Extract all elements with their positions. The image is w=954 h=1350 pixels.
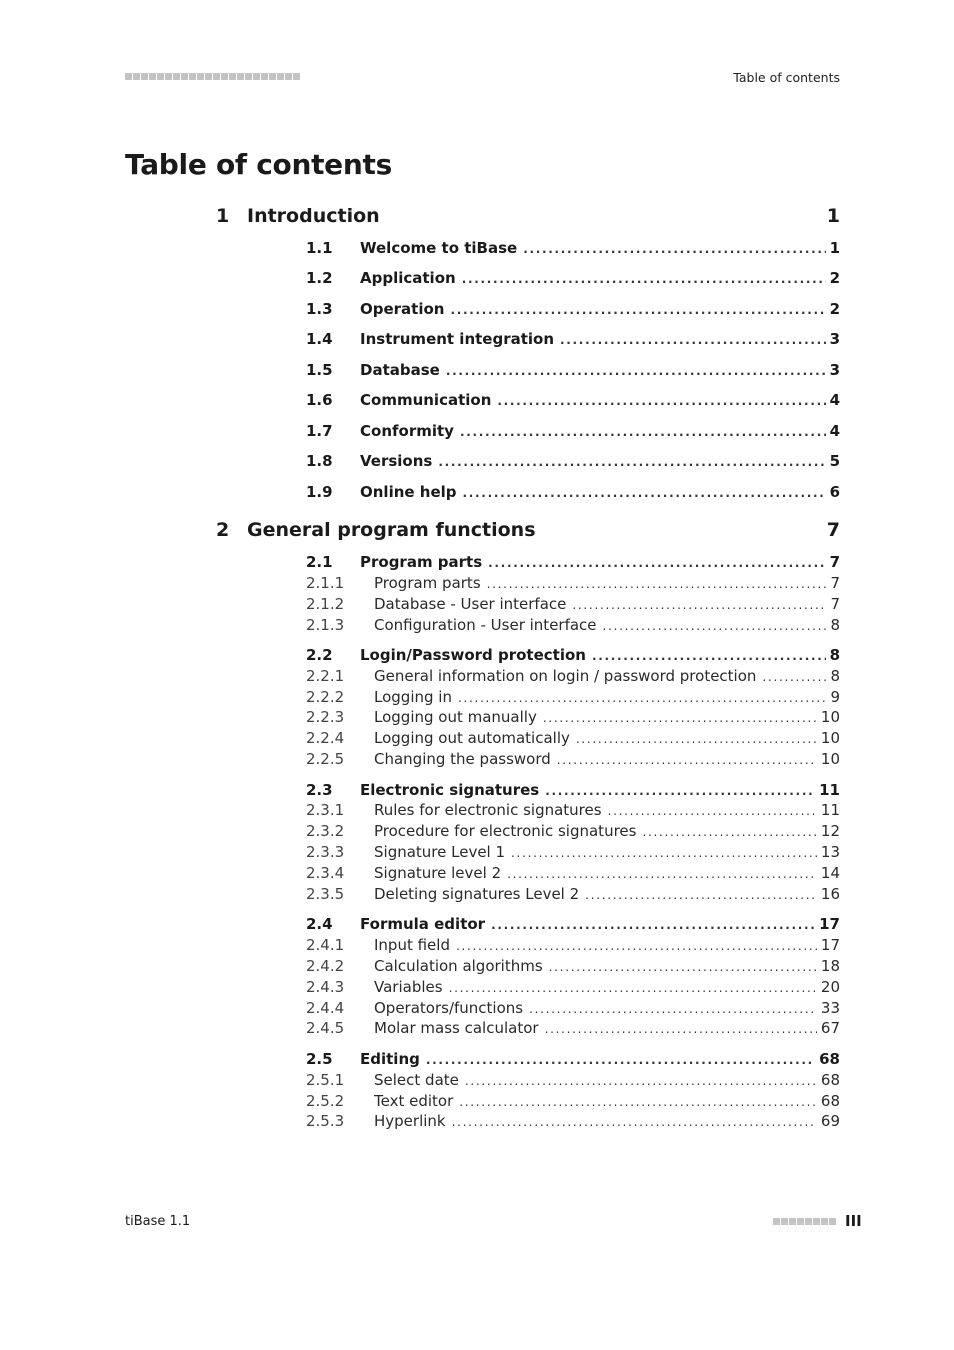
subsection-number: 2.2.5	[306, 750, 345, 768]
toc-section-row[interactable]	[306, 422, 840, 442]
leader-dots	[511, 846, 817, 860]
decorative-square	[229, 73, 236, 80]
leader-dots	[463, 486, 826, 500]
subsection-page: 17	[820, 936, 840, 954]
section-number: 2.5	[306, 1050, 333, 1068]
section-number: 1.4	[306, 330, 333, 348]
section-number: 1.5	[306, 361, 333, 379]
leader-dots	[560, 333, 826, 347]
subsection-number: 2.4.2	[306, 957, 345, 975]
section-number: 2.3	[306, 781, 333, 799]
subsection-title: Procedure for electronic signatures	[374, 822, 637, 840]
chapter-page: 7	[826, 519, 840, 541]
toc-section-row[interactable]	[306, 781, 840, 801]
section-page: 7	[829, 553, 840, 571]
decorative-square	[189, 73, 196, 80]
decorative-square	[205, 73, 212, 80]
subsection-page: 68	[820, 1092, 840, 1110]
header-decoration	[125, 73, 300, 80]
footer-page-number: III	[845, 1212, 862, 1230]
section-number: 1.7	[306, 422, 333, 440]
subsection-number: 2.3.5	[306, 885, 345, 903]
chapter-page: 1	[826, 205, 840, 227]
toc-section-row[interactable]	[306, 361, 840, 381]
decorative-square	[829, 1218, 836, 1225]
toc-subsection-row[interactable]	[306, 688, 840, 708]
subsection-title: Signature level 2	[374, 864, 502, 882]
toc-section-row[interactable]	[306, 1050, 840, 1070]
subsection-number: 2.4.5	[306, 1019, 345, 1037]
decorative-square	[133, 73, 140, 80]
decorative-square	[237, 73, 244, 80]
section-page: 8	[829, 646, 840, 664]
toc-subsection-row[interactable]	[306, 1092, 840, 1112]
section-page: 11	[819, 781, 840, 799]
toc-section-row[interactable]	[306, 553, 840, 573]
leader-dots	[487, 577, 827, 591]
toc-section-row[interactable]	[306, 239, 840, 259]
decorative-square	[277, 73, 284, 80]
decorative-square	[269, 73, 276, 80]
leader-dots	[545, 784, 815, 798]
subsection-title: Variables	[374, 978, 443, 996]
decorative-square	[813, 1218, 820, 1225]
section-title: Communication	[360, 391, 492, 409]
toc-section-row[interactable]	[306, 391, 840, 411]
subsection-page: 10	[820, 729, 840, 747]
page-title: Table of contents	[125, 148, 392, 181]
toc-section-row[interactable]	[306, 269, 840, 289]
leader-dots	[576, 732, 817, 746]
subsection-title: Deleting signatures Level 2	[374, 885, 580, 903]
subsection-number: 2.5.1	[306, 1071, 345, 1089]
subsection-title: Calculation algorithms	[374, 957, 543, 975]
section-title: Instrument integration	[360, 330, 555, 348]
section-page: 3	[829, 361, 840, 379]
leader-dots	[488, 556, 825, 570]
subsection-title: Input field	[374, 936, 450, 954]
subsection-page: 69	[820, 1112, 840, 1130]
leader-dots	[460, 425, 826, 439]
subsection-page: 9	[830, 688, 840, 706]
chapter-title: General program functions	[247, 519, 536, 541]
subsection-number: 2.5.2	[306, 1092, 345, 1110]
subsection-page: 11	[820, 801, 840, 819]
toc-subsection-row[interactable]	[306, 667, 840, 687]
section-page: 2	[829, 300, 840, 318]
subsection-page: 68	[820, 1071, 840, 1089]
decorative-square	[157, 73, 164, 80]
subsection-title: Text editor	[374, 1092, 454, 1110]
decorative-square	[197, 73, 204, 80]
section-title: Editing	[360, 1050, 420, 1068]
subsection-title: Program parts	[374, 574, 481, 592]
decorative-square	[253, 73, 260, 80]
section-title: Application	[360, 269, 456, 287]
section-title: Login/Password protection	[360, 646, 586, 664]
section-number: 2.2	[306, 646, 333, 664]
toc-subsection-row[interactable]	[306, 708, 840, 728]
leader-dots	[446, 364, 826, 378]
leader-dots	[585, 888, 817, 902]
section-number: 1.1	[306, 239, 333, 257]
subsection-number: 2.3.1	[306, 801, 345, 819]
decorative-square	[245, 73, 252, 80]
subsection-title: Hyperlink	[374, 1112, 446, 1130]
subsection-number: 2.2.1	[306, 667, 345, 685]
leader-dots	[603, 619, 827, 633]
leader-dots	[497, 394, 825, 408]
section-number: 1.9	[306, 483, 333, 501]
section-page: 68	[819, 1050, 840, 1068]
chapter-number: 1	[216, 205, 230, 227]
subsection-page: 67	[820, 1019, 840, 1037]
section-title: Formula editor	[360, 915, 486, 933]
subsection-title: Logging in	[374, 688, 452, 706]
toc-subsection-row[interactable]	[306, 1019, 840, 1039]
decorative-square	[141, 73, 148, 80]
toc-section-row[interactable]	[306, 646, 840, 666]
toc-subsection-row[interactable]	[306, 729, 840, 749]
subsection-title: Changing the password	[374, 750, 551, 768]
toc-chapter[interactable]	[216, 205, 840, 231]
section-page: 2	[829, 269, 840, 287]
toc-subsection-row[interactable]	[306, 616, 840, 636]
leader-dots	[458, 691, 827, 705]
leader-dots	[557, 753, 817, 767]
toc-section-row[interactable]	[306, 330, 840, 350]
decorative-square	[149, 73, 156, 80]
decorative-square	[781, 1218, 788, 1225]
leader-dots	[523, 242, 825, 256]
toc-chapter[interactable]	[216, 519, 840, 545]
subsection-page: 7	[830, 574, 840, 592]
leader-dots	[549, 960, 817, 974]
toc-subsection-row[interactable]	[306, 750, 840, 770]
subsection-title: Database - User interface	[374, 595, 567, 613]
toc-subsection-row[interactable]	[306, 574, 840, 594]
leader-dots	[438, 455, 825, 469]
section-title: Welcome to tiBase	[360, 239, 518, 257]
decorative-square	[789, 1218, 796, 1225]
subsection-number: 2.2.3	[306, 708, 345, 726]
section-number: 1.6	[306, 391, 333, 409]
running-header-title: Table of contents	[733, 70, 840, 85]
section-number: 1.3	[306, 300, 333, 318]
subsection-page: 7	[830, 595, 840, 613]
section-title: Online help	[360, 483, 457, 501]
section-title: Conformity	[360, 422, 454, 440]
decorative-square	[165, 73, 172, 80]
subsection-title: Logging out automatically	[374, 729, 570, 747]
subsection-number: 2.3.3	[306, 843, 345, 861]
section-title: Versions	[360, 452, 433, 470]
toc-section-row[interactable]	[306, 300, 840, 320]
subsection-title: General information on login / password protection	[374, 667, 757, 685]
decorative-square	[173, 73, 180, 80]
section-page: 3	[829, 330, 840, 348]
section-number: 2.1	[306, 553, 333, 571]
decorative-square	[821, 1218, 828, 1225]
leader-dots	[452, 1115, 817, 1129]
footer-decoration	[773, 1218, 836, 1225]
decorative-square	[261, 73, 268, 80]
decorative-square	[221, 73, 228, 80]
leader-dots	[426, 1053, 815, 1067]
decorative-square	[285, 73, 292, 80]
subsection-page: 20	[820, 978, 840, 996]
decorative-square	[773, 1218, 780, 1225]
toc-subsection-row[interactable]	[306, 999, 840, 1019]
subsection-number: 2.3.4	[306, 864, 345, 882]
subsection-number: 2.3.2	[306, 822, 345, 840]
subsection-number: 2.1.3	[306, 616, 345, 634]
leader-dots	[462, 272, 826, 286]
subsection-number: 2.1.1	[306, 574, 345, 592]
subsection-number: 2.4.3	[306, 978, 345, 996]
leader-dots	[450, 303, 825, 317]
section-title: Electronic signatures	[360, 781, 540, 799]
subsection-title: Configuration - User interface	[374, 616, 597, 634]
decorative-square	[125, 73, 132, 80]
section-page: 1	[829, 239, 840, 257]
subsection-number: 2.4.1	[306, 936, 345, 954]
subsection-title: Rules for electronic signatures	[374, 801, 602, 819]
subsection-number: 2.4.4	[306, 999, 345, 1017]
toc-subsection-row[interactable]	[306, 864, 840, 884]
leader-dots	[592, 649, 826, 663]
chapter-title: Introduction	[247, 205, 380, 227]
leader-dots	[491, 918, 815, 932]
toc-subsection-row[interactable]	[306, 936, 840, 956]
leader-dots	[459, 1095, 817, 1109]
leader-dots	[543, 711, 817, 725]
subsection-page: 33	[820, 999, 840, 1017]
decorative-square	[293, 73, 300, 80]
leader-dots	[465, 1074, 817, 1088]
toc-subsection-row[interactable]	[306, 1112, 840, 1132]
toc-subsection-row[interactable]	[306, 843, 840, 863]
subsection-page: 8	[830, 667, 840, 685]
footer-product: tiBase 1.1	[125, 1214, 191, 1229]
decorative-square	[181, 73, 188, 80]
toc-subsection-row[interactable]	[306, 957, 840, 977]
leader-dots	[529, 1002, 817, 1016]
leader-dots	[572, 598, 826, 612]
subsection-title: Signature Level 1	[374, 843, 506, 861]
leader-dots	[449, 981, 817, 995]
toc-subsection-row[interactable]	[306, 885, 840, 905]
leader-dots	[545, 1022, 817, 1036]
subsection-title: Logging out manually	[374, 708, 537, 726]
subsection-page: 13	[820, 843, 840, 861]
subsection-number: 2.1.2	[306, 595, 345, 613]
toc-section-row[interactable]	[306, 452, 840, 472]
subsection-title: Operators/functions	[374, 999, 524, 1017]
subsection-number: 2.2.4	[306, 729, 345, 747]
subsection-number: 2.5.3	[306, 1112, 345, 1130]
section-title: Operation	[360, 300, 445, 318]
section-title: Program parts	[360, 553, 483, 571]
toc-subsection-row[interactable]	[306, 978, 840, 998]
section-page: 4	[829, 391, 840, 409]
toc-section-row[interactable]	[306, 483, 840, 503]
section-page: 6	[829, 483, 840, 501]
toc-subsection-row[interactable]	[306, 595, 840, 615]
decorative-square	[797, 1218, 804, 1225]
section-page: 17	[819, 915, 840, 933]
section-number: 1.2	[306, 269, 333, 287]
decorative-square	[213, 73, 220, 80]
leader-dots	[608, 804, 817, 818]
chapter-number: 2	[216, 519, 230, 541]
subsection-page: 12	[820, 822, 840, 840]
subsection-number: 2.2.2	[306, 688, 345, 706]
section-title: Database	[360, 361, 440, 379]
toc-subsection-row[interactable]	[306, 822, 840, 842]
leader-dots	[642, 825, 816, 839]
subsection-page: 10	[820, 708, 840, 726]
subsection-page: 10	[820, 750, 840, 768]
subsection-page: 16	[820, 885, 840, 903]
section-page: 5	[829, 452, 840, 470]
toc-subsection-row[interactable]	[306, 1071, 840, 1091]
leader-dots	[507, 867, 817, 881]
subsection-title: Molar mass calculator	[374, 1019, 539, 1037]
leader-dots	[456, 939, 817, 953]
section-page: 4	[829, 422, 840, 440]
subsection-page: 18	[820, 957, 840, 975]
subsection-page: 14	[820, 864, 840, 882]
subsection-title: Select date	[374, 1071, 459, 1089]
section-number: 2.4	[306, 915, 333, 933]
subsection-page: 8	[830, 616, 840, 634]
toc-section-row[interactable]	[306, 915, 840, 935]
leader-dots	[762, 670, 826, 684]
decorative-square	[805, 1218, 812, 1225]
toc-subsection-row[interactable]	[306, 801, 840, 821]
section-number: 1.8	[306, 452, 333, 470]
